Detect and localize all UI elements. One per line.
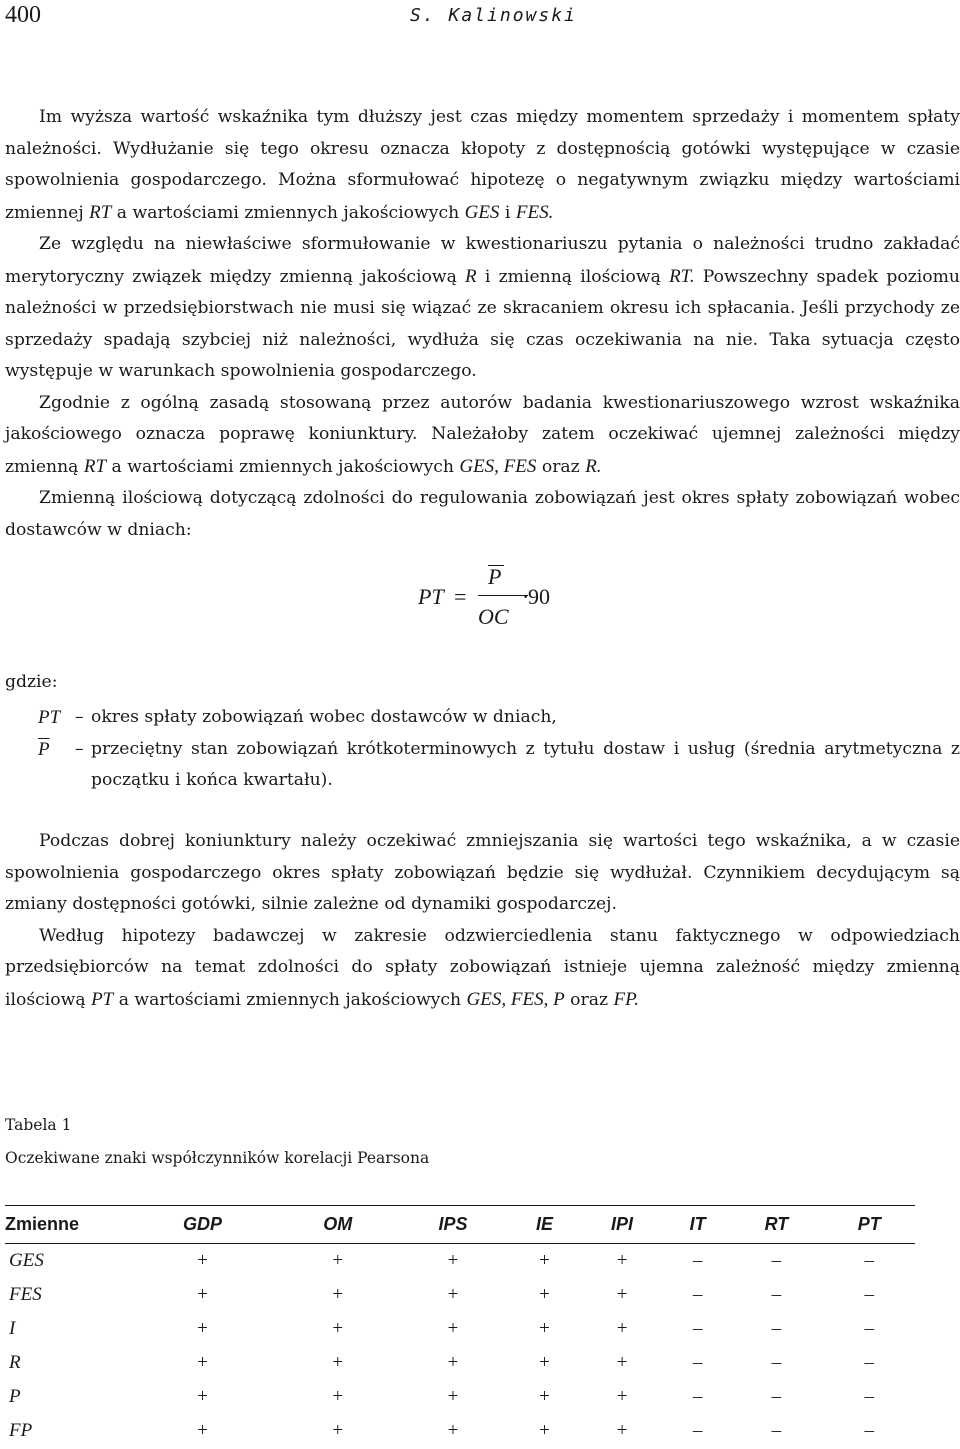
table-cell: +: [332, 1318, 344, 1339]
body-text: [5, 102, 960, 546]
table-cell: +: [539, 1386, 550, 1407]
table-cell: –: [771, 1318, 782, 1339]
paragraph: Według hipotezy badawczej w zakresie odzwierciedlenia stanu faktycznego w odpowiedziach przedsiębiorców na temat zdolności do spłaty zobowiązań istnieje ujemna zależność między zmienną ilościową PT a wartościami zmiennych jakościowych GES, FES, P oraz FP.: [5, 925, 960, 1010]
table-cell: +: [539, 1318, 550, 1339]
table-cell: +: [332, 1386, 344, 1407]
definition-symbol: $\overline{P}$: [38, 738, 50, 760]
variable-name: FES.: [515, 201, 554, 223]
table-caption: Oczekiwane znaki współczynników korelacji Pearsona: [5, 1149, 430, 1167]
table-cell: +: [197, 1318, 208, 1339]
variable-name: GES, FES, P: [466, 988, 565, 1010]
definition-symbol: PT: [38, 707, 61, 728]
table-cell: +: [616, 1284, 628, 1305]
body-text-2: [5, 826, 960, 1016]
table-cell: –: [771, 1352, 782, 1373]
formula-factor: 90: [528, 584, 550, 609]
table-cell: –: [864, 1250, 874, 1271]
table-cell: –: [692, 1318, 703, 1339]
column-header-variables: Zmienne: [5, 1206, 125, 1244]
row-variable-name: FES: [9, 1284, 42, 1305]
table-cell: –: [771, 1284, 782, 1305]
row-variable-name: P: [9, 1386, 21, 1407]
table-row: [5, 1244, 915, 1279]
column-header: RT: [729, 1206, 823, 1244]
paragraph: Im wyższa wartość wskaźnika tym dłuższy jest czas między momentem sprzedaży i momentem spłaty należności. Wydłużanie się tego okresu oznacza kłopoty z dostępnością gotówki występujące w czasie spowolnienia gospodarczego. Można sformułować hipotezę o negatywnym związku między wartościami zmiennej RT a wartościami zmiennych jakościowych GES i FES.: [5, 107, 960, 223]
table-cell: –: [692, 1250, 703, 1271]
variable-name: RT: [89, 201, 112, 223]
table-cell: +: [539, 1250, 550, 1271]
formula-denominator: OC: [478, 604, 509, 629]
variable-name: R.: [585, 455, 602, 477]
column-header: IT: [666, 1206, 730, 1244]
table-cell: –: [692, 1284, 703, 1305]
page-header: [0, 0, 960, 36]
variable-name: GES: [464, 201, 500, 223]
definition-text: okres spłaty zobowiązań wobec dostawców w dniach,: [91, 707, 557, 727]
table-cell: +: [332, 1420, 344, 1441]
row-variable-name: R: [9, 1352, 21, 1373]
table-header-row: [5, 1206, 915, 1244]
table-cell: +: [447, 1318, 459, 1339]
where-label: gdzie:: [5, 672, 58, 692]
table-cell: +: [197, 1420, 208, 1441]
table-cell: +: [539, 1284, 550, 1305]
table-cell: +: [539, 1352, 550, 1373]
paragraph: Zgodnie z ogólną zasadą stosowaną przez autorów badania kwestionariuszowego wzrost wskaźnika jakościowego oznacza poprawę koniunktury. Należałoby zatem oczekiwać ujemnej zależności między zmienną RT a wartościami zmiennych jakościowych GES, FES oraz R.: [5, 392, 960, 477]
variable-name: PT: [91, 988, 114, 1010]
column-header: IPI: [578, 1206, 666, 1244]
paragraph: Ze względu na niewłaściwe sformułowanie w kwestionariuszu pytania o należności trudno zakładać merytoryczny związek między zmienną jakościową R i zmienną ilościową RT. Powszechny spadek poziomu należności w przedsiębiorstwach nie musi się wiązać ze skracaniem okresu ich spłacania. Jeśli przychody ze sprzedaży spadają szybciej niż należności, wydłuża się czas oczekiwania na nie. Taka sytuacja często występuje w warunkach spowolnienia gospodarczego.: [5, 234, 960, 381]
column-header: OM: [280, 1206, 395, 1244]
table-cell: +: [447, 1352, 459, 1373]
table-label: Tabela 1: [5, 1116, 72, 1134]
table-cell: +: [616, 1386, 628, 1407]
column-header: IE: [511, 1206, 579, 1244]
table-cell: +: [616, 1250, 628, 1271]
row-variable-name: I: [9, 1318, 16, 1339]
paragraph: Zmienną ilościową dotyczącą zdolności do regulowania zobowiązań jest okres spłaty zobowiązań wobec dostawców w dniach:: [5, 488, 960, 540]
table-cell: +: [616, 1318, 628, 1339]
table-cell: +: [616, 1420, 628, 1441]
paragraph: Podczas dobrej koniunktury należy oczekiwać zmniejszania się wartości tego wskaźnika, a w czasie spowolnienia gospodarczego okres spłaty zobowiązań będzie się wydłużał. Czynnikiem decydującym są zmiany dostępności gotówki, silnie zależne od dynamiki gospodarczej.: [5, 831, 960, 914]
table-cell: –: [692, 1386, 703, 1407]
table-row: [5, 1312, 915, 1346]
table-cell: +: [197, 1386, 208, 1407]
table-cell: –: [864, 1386, 874, 1407]
table-cell: –: [771, 1386, 782, 1407]
definition-text: przeciętny stan zobowiązań krótkoterminowych z tytułu dostaw i usług (średnia arytmetyczna z początku i końca kwartału).: [91, 738, 960, 790]
page-number: 400: [5, 2, 41, 28]
table-cell: +: [332, 1352, 344, 1373]
column-header: GDP: [125, 1206, 280, 1244]
formula-pt: [418, 562, 598, 632]
table-cell: +: [332, 1284, 344, 1305]
table-cell: +: [447, 1386, 459, 1407]
definitions-list: [5, 702, 960, 797]
table-cell: +: [447, 1420, 459, 1441]
formula-dot: ·: [522, 584, 530, 609]
variable-name: FP.: [613, 988, 640, 1010]
correlation-table: [5, 1205, 915, 1448]
table-row: [5, 1278, 915, 1312]
definition-item: [5, 734, 960, 797]
table-cell: –: [771, 1250, 782, 1271]
running-head: S. Kalinowski: [410, 5, 577, 26]
variable-name: RT: [83, 455, 107, 477]
table-cell: +: [447, 1250, 459, 1271]
variable-name: GES, FES: [459, 455, 537, 477]
table-cell: +: [197, 1352, 208, 1373]
table-cell: –: [692, 1352, 703, 1373]
table-cell: +: [332, 1250, 344, 1271]
row-variable-name: GES: [9, 1250, 44, 1271]
table-cell: +: [447, 1284, 459, 1305]
table-cell: –: [864, 1284, 874, 1305]
table-cell: +: [197, 1250, 208, 1271]
table-cell: –: [864, 1420, 874, 1441]
table-cell: +: [539, 1420, 550, 1441]
table-row: [5, 1380, 915, 1414]
row-variable-name: FP: [9, 1420, 33, 1441]
definition-item: [5, 702, 960, 734]
table-cell: +: [197, 1284, 208, 1305]
table-cell: –: [771, 1420, 782, 1441]
table-cell: –: [864, 1352, 874, 1373]
table-row: [5, 1414, 915, 1448]
table-row: [5, 1346, 915, 1380]
column-header: IPS: [395, 1206, 510, 1244]
column-header: PT: [823, 1206, 915, 1244]
fraction-line: [478, 595, 528, 596]
definition-dash: –: [75, 707, 84, 727]
table-cell: –: [692, 1420, 703, 1441]
variable-name: RT.: [669, 265, 695, 287]
formula-numerator: P: [488, 564, 502, 589]
table-cell: –: [864, 1318, 874, 1339]
formula-equals: =: [454, 584, 467, 609]
variable-name: R: [465, 265, 477, 287]
formula-lhs: PT: [418, 584, 444, 609]
table-cell: +: [616, 1352, 628, 1373]
definition-dash: –: [75, 738, 84, 759]
